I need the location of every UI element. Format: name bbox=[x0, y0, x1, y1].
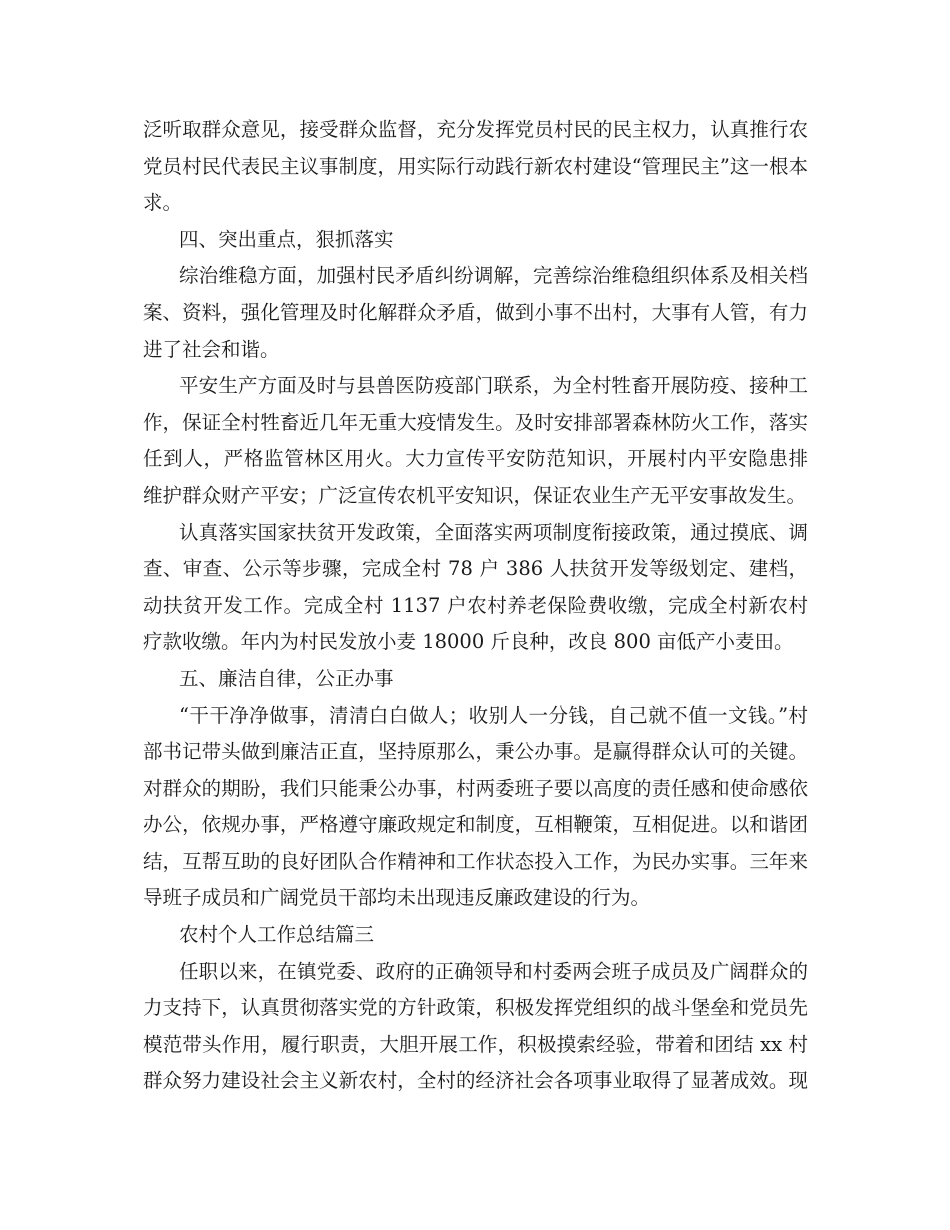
text-line: 疗款收缴。年内为村民发放小麦 18000 斤良种，改良 800 亩低产小麦田。 bbox=[143, 630, 794, 654]
text-line: 平安生产方面及时与县兽医防疫部门联系，为全村牲畜开展防疫、接种工 bbox=[179, 374, 808, 398]
text-line: 办公，依规办事，严格遵守廉政规定和制度，互相鞭策，互相促进。以和谐团 bbox=[143, 813, 808, 837]
text-line: 作，保证全村牲畜近几年无重大疫情发生。及时安排部署森林防火工作，落实 bbox=[143, 410, 808, 434]
text-line: 群众努力建设社会主义新农村，全村的经济社会各项事业取得了显著成效。现 bbox=[143, 1069, 808, 1093]
text-line: 对群众的期盼，我们只能秉公办事，村两委班子要以高度的责任感和使命感依 bbox=[143, 776, 808, 800]
text-line: 进了社会和谐。 bbox=[143, 337, 280, 361]
text-line: 维护群众财产平安；广泛宣传农机平安知识，保证农业生产无平安事故发生。 bbox=[143, 483, 807, 507]
text-line: 四、突出重点，狠抓落实 bbox=[179, 227, 394, 251]
text-line: 力支持下，认真贯彻落实党的方针政策，积极发挥党组织的战斗堡垒和党员先 bbox=[143, 996, 808, 1020]
text-line: 泛听取群众意见，接受群众监督，充分发挥党员村民的民主权力，认真推行农 bbox=[143, 118, 808, 141]
text-line: 认真落实国家扶贫开发政策，全面落实两项制度衔接政策，通过摸底、调 bbox=[179, 520, 808, 544]
text-line: 部书记带头做到廉洁正直，坚持原那么，秉公办事。是赢得群众认可的关键。 bbox=[143, 740, 808, 764]
text-line: 结，互帮互助的良好团队合作精神和工作状态投入工作，为民办实事。三年来 bbox=[143, 849, 808, 873]
text-line: 动扶贫开发工作。完成全村 1137 户农村养老保险费收缴，完成全村新农村 bbox=[143, 593, 808, 617]
text-line: 导班子成员和广阔党员干部均未出现违反廉政建设的行为。 bbox=[143, 886, 651, 910]
text-line: 查、审查、公示等步骤，完成全村 78 户 386 人扶贫开发等级划定、建档， bbox=[143, 557, 808, 581]
text-line: 任到人，严格监管林区用火。大力宣传平安防范知识，开展村内平安隐患排 bbox=[143, 447, 808, 471]
text-line: 农村个人工作总结篇三 bbox=[179, 923, 375, 947]
text-line: 案、资料，强化管理及时化解群众矛盾，做到小事不出村，大事有人管，有力 bbox=[143, 300, 808, 324]
text-line: “干干净净做事，清清白白做人；收别人一分钱，自己就不值一文钱。”村 bbox=[179, 703, 808, 727]
text-line: 五、廉洁自律，公正办事 bbox=[179, 666, 394, 690]
text-line: 模范带头作用，履行职责，大胆开展工作，积极摸索经验，带着和团结 xx 村 bbox=[143, 1032, 808, 1056]
text-line: 综治维稳方面，加强村民矛盾纠纷调解，完善综治维稳组织体系及相关档 bbox=[179, 264, 808, 288]
text-line: 党员村民代表民主议事制度，用实际行动践行新农村建设“管理民主”这一根本 bbox=[143, 154, 808, 178]
text-line: 求。 bbox=[143, 191, 183, 215]
document-body bbox=[143, 112, 808, 1100]
text-line: 任职以来，在镇党委、政府的正确领导和村委两会班子成员及广阔群众的 bbox=[179, 959, 808, 983]
